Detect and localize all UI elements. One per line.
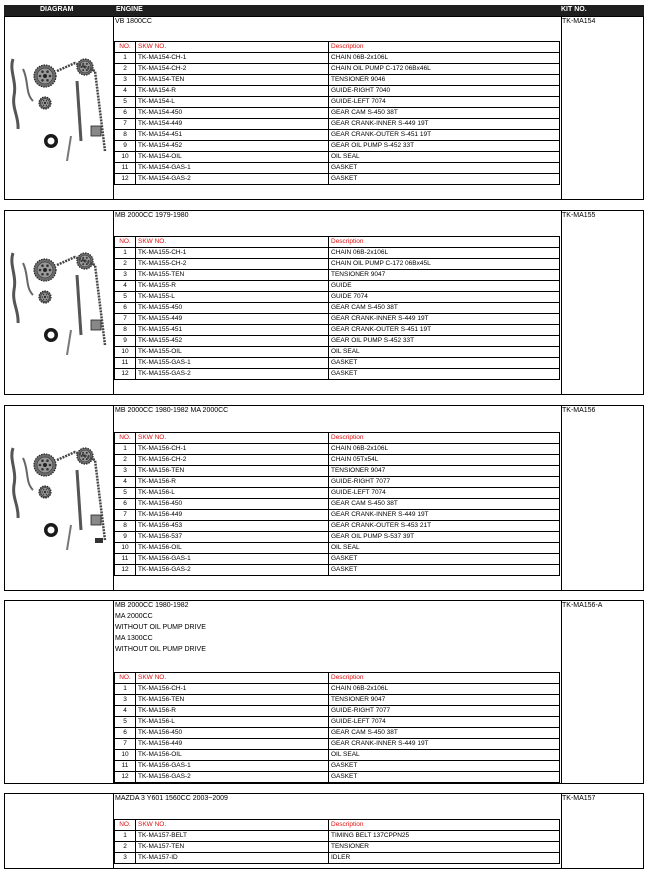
engine-cell: [113, 601, 562, 783]
part-number: 3: [115, 695, 136, 706]
col-no: NO.: [115, 237, 136, 248]
part-description: CHAIN 06B-2x106L: [329, 684, 560, 695]
part-description: GASKET: [329, 174, 560, 185]
part-description: GUIDE-LEFT 7074: [329, 488, 560, 499]
part-number: 4: [115, 706, 136, 717]
diagram-cell: [5, 406, 114, 590]
part-number: 8: [115, 521, 136, 532]
engine-title: WITHOUT OIL PUMP DRIVE: [115, 624, 206, 631]
table-row: [115, 86, 560, 97]
skw-part-code: TK-MA155-R: [136, 281, 329, 292]
skw-part-code: TK-MA156-GAS-1: [136, 761, 329, 772]
diagram-cell: [5, 794, 114, 868]
skw-part-code: TK-MA155-CH-2: [136, 259, 329, 270]
part-description: GUIDE 7074: [329, 292, 560, 303]
skw-part-code: TK-MA154-L: [136, 97, 329, 108]
skw-part-code: TK-MA154-CH-1: [136, 53, 329, 64]
part-description: GEAR OIL PUMP S-452 33T: [329, 336, 560, 347]
col-description: Description: [329, 673, 560, 684]
part-number: 1: [115, 831, 136, 842]
skw-part-code: TK-MA154-TEN: [136, 75, 329, 86]
table-row: [115, 141, 560, 152]
engine-title: MB 2000CC 1980-1982 MA 2000CC: [115, 407, 229, 414]
skw-part-code: TK-MA156-449: [136, 510, 329, 521]
skw-part-code: TK-MA156-CH-1: [136, 684, 329, 695]
table-row: [115, 303, 560, 314]
parts-header-row: [115, 433, 560, 444]
skw-part-code: TK-MA156-537: [136, 532, 329, 543]
part-number: 1: [115, 53, 136, 64]
table-row: [115, 108, 560, 119]
part-description: TENSIONER 9047: [329, 466, 560, 477]
parts-header-row: [115, 820, 560, 831]
part-number: 4: [115, 86, 136, 97]
table-row: [115, 510, 560, 521]
part-number: 1: [115, 444, 136, 455]
diagram-cell: [5, 601, 114, 783]
part-number: 11: [115, 761, 136, 772]
table-row: [115, 477, 560, 488]
table-row: [115, 831, 560, 842]
part-number: 5: [115, 717, 136, 728]
part-description: GASKET: [329, 358, 560, 369]
table-row: [115, 53, 560, 64]
part-description: GASKET: [329, 761, 560, 772]
skw-part-code: TK-MA156-R: [136, 477, 329, 488]
col-description: Description: [329, 237, 560, 248]
skw-part-code: TK-MA155-GAS-1: [136, 358, 329, 369]
part-description: OIL SEAL: [329, 750, 560, 761]
engine-cell: [113, 17, 562, 199]
part-number: 7: [115, 119, 136, 130]
table-row: [115, 259, 560, 270]
engine-title: MB 2000CC 1979-1980: [115, 212, 189, 219]
part-description: IDLER: [329, 853, 560, 864]
col-description: Description: [329, 42, 560, 53]
table-row: [115, 772, 560, 783]
skw-part-code: TK-MA155-452: [136, 336, 329, 347]
header-diagram: DIAGRAM: [40, 6, 74, 13]
part-description: TENSIONER 9047: [329, 270, 560, 281]
engine-title: MAZDA 3 Y601 1560CC 2003~2009: [115, 795, 228, 802]
part-number: 5: [115, 488, 136, 499]
engine-title: MA 1300CC: [115, 635, 153, 642]
skw-part-code: TK-MA154-451: [136, 130, 329, 141]
part-number: 9: [115, 141, 136, 152]
part-description: GEAR CRANK-OUTER S-451 19T: [329, 325, 560, 336]
table-row: [115, 761, 560, 772]
kit-block: [4, 600, 644, 784]
engine-cell: [113, 406, 562, 590]
col-skw: SKW NO.: [136, 237, 329, 248]
table-row: [115, 739, 560, 750]
part-description: GEAR CAM S-450 38T: [329, 499, 560, 510]
part-description: GASKET: [329, 554, 560, 565]
part-number: 6: [115, 499, 136, 510]
part-description: GEAR OIL PUMP S-452 33T: [329, 141, 560, 152]
skw-part-code: TK-MA156-TEN: [136, 695, 329, 706]
part-description: CHAIN 06B-2x106L: [329, 248, 560, 259]
kit-block: [4, 405, 644, 591]
table-row: [115, 706, 560, 717]
kit-number: TK-MA156: [562, 407, 596, 414]
col-skw: SKW NO.: [136, 433, 329, 444]
skw-part-code: TK-MA157-ID: [136, 853, 329, 864]
table-row: [115, 466, 560, 477]
col-no: NO.: [115, 433, 136, 444]
table-row: [115, 543, 560, 554]
skw-part-code: TK-MA156-450: [136, 499, 329, 510]
part-description: GASKET: [329, 565, 560, 576]
part-description: TIMING BELT 137CPPN25: [329, 831, 560, 842]
part-description: GEAR CRANK-INNER S-449 19T: [329, 510, 560, 521]
part-number: 4: [115, 477, 136, 488]
part-description: GUIDE-RIGHT 7077: [329, 706, 560, 717]
skw-part-code: TK-MA156-L: [136, 488, 329, 499]
part-number: 6: [115, 303, 136, 314]
table-row: [115, 684, 560, 695]
kit-number: TK-MA155: [562, 212, 596, 219]
col-no: NO.: [115, 42, 136, 53]
part-number: 1: [115, 684, 136, 695]
engine-cell: [113, 794, 562, 868]
skw-part-code: TK-MA156-GAS-2: [136, 565, 329, 576]
skw-part-code: TK-MA154-GAS-1: [136, 163, 329, 174]
part-number: 6: [115, 728, 136, 739]
part-description: CHAIN OIL PUMP C-172 06Bx45L: [329, 259, 560, 270]
table-row: [115, 499, 560, 510]
part-number: 10: [115, 152, 136, 163]
skw-part-code: TK-MA154-R: [136, 86, 329, 97]
skw-part-code: TK-MA156-449: [136, 739, 329, 750]
skw-part-code: TK-MA156-CH-2: [136, 455, 329, 466]
part-description: TENSIONER 9046: [329, 75, 560, 86]
skw-part-code: TK-MA156-450: [136, 728, 329, 739]
skw-part-code: TK-MA156-453: [136, 521, 329, 532]
parts-header-row: [115, 42, 560, 53]
part-description: GUIDE-RIGHT 7077: [329, 477, 560, 488]
kit-block: [4, 16, 644, 200]
skw-part-code: TK-MA156-GAS-2: [136, 772, 329, 783]
part-number: 3: [115, 466, 136, 477]
part-number: 2: [115, 455, 136, 466]
skw-part-code: TK-MA154-450: [136, 108, 329, 119]
table-row: [115, 444, 560, 455]
part-number: 12: [115, 174, 136, 185]
skw-part-code: TK-MA156-GAS-1: [136, 554, 329, 565]
part-number: 1: [115, 248, 136, 259]
table-row: [115, 728, 560, 739]
part-description: OIL SEAL: [329, 152, 560, 163]
table-row: [115, 369, 560, 380]
table-row: [115, 565, 560, 576]
part-number: 9: [115, 336, 136, 347]
skw-part-code: TK-MA155-450: [136, 303, 329, 314]
col-no: NO.: [115, 820, 136, 831]
engine-title: MA 2000CC: [115, 613, 153, 620]
table-row: [115, 488, 560, 499]
part-number: 10: [115, 750, 136, 761]
parts-header-row: [115, 673, 560, 684]
skw-part-code: TK-MA154-CH-2: [136, 64, 329, 75]
part-description: GEAR CRANK-INNER S-449 19T: [329, 119, 560, 130]
timing-kit-diagram: [5, 430, 113, 550]
part-number: 4: [115, 281, 136, 292]
part-description: TENSIONER: [329, 842, 560, 853]
part-number: 12: [115, 565, 136, 576]
part-number: 5: [115, 292, 136, 303]
col-skw: SKW NO.: [136, 820, 329, 831]
engine-title: WITHOUT OIL PUMP DRIVE: [115, 646, 206, 653]
parts-header-row: [115, 237, 560, 248]
table-row: [115, 163, 560, 174]
kit-block: [4, 210, 644, 395]
part-description: OIL SEAL: [329, 543, 560, 554]
engine-cell: [113, 211, 562, 394]
part-description: GASKET: [329, 369, 560, 380]
part-number: 11: [115, 163, 136, 174]
part-description: CHAIN 05Tx54L: [329, 455, 560, 466]
part-description: GUIDE-LEFT 7074: [329, 97, 560, 108]
part-description: GUIDE: [329, 281, 560, 292]
table-row: [115, 292, 560, 303]
skw-part-code: TK-MA156-OIL: [136, 750, 329, 761]
part-number: 11: [115, 554, 136, 565]
part-description: GUIDE-LEFT 7074: [329, 717, 560, 728]
header-engine: ENGINE: [116, 6, 143, 13]
engine-title: VB 1800CC: [115, 18, 152, 25]
part-number: 10: [115, 543, 136, 554]
timing-kit-diagram: [5, 235, 113, 355]
part-description: OIL SEAL: [329, 347, 560, 358]
part-number: 6: [115, 108, 136, 119]
parts-table: [114, 819, 560, 864]
part-number: 7: [115, 510, 136, 521]
part-description: GUIDE-RIGHT 7040: [329, 86, 560, 97]
table-row: [115, 455, 560, 466]
skw-part-code: TK-MA155-L: [136, 292, 329, 303]
part-number: 5: [115, 97, 136, 108]
part-number: 7: [115, 739, 136, 750]
engine-title: MB 2000CC 1980-1982: [115, 602, 189, 609]
part-number: 12: [115, 369, 136, 380]
table-row: [115, 717, 560, 728]
table-row: [115, 270, 560, 281]
table-row: [115, 97, 560, 108]
part-description: CHAIN 06B-2x106L: [329, 53, 560, 64]
skw-part-code: TK-MA154-OIL: [136, 152, 329, 163]
part-description: GEAR CAM S-450 38T: [329, 728, 560, 739]
table-row: [115, 314, 560, 325]
kit-number: TK-MA157: [562, 795, 596, 802]
part-number: 2: [115, 64, 136, 75]
col-description: Description: [329, 433, 560, 444]
diagram-cell: [5, 211, 114, 394]
col-skw: SKW NO.: [136, 673, 329, 684]
part-number: 11: [115, 358, 136, 369]
table-row: [115, 695, 560, 706]
skw-part-code: TK-MA155-GAS-2: [136, 369, 329, 380]
table-row: [115, 75, 560, 86]
part-number: 3: [115, 853, 136, 864]
table-row: [115, 853, 560, 864]
diagram-cell: [5, 17, 114, 199]
kit-block: [4, 793, 644, 869]
table-row: [115, 281, 560, 292]
part-description: GASKET: [329, 163, 560, 174]
skw-part-code: TK-MA154-GAS-2: [136, 174, 329, 185]
table-row: [115, 130, 560, 141]
column-header-bar: [4, 5, 644, 16]
timing-kit-diagram: [5, 41, 113, 161]
table-row: [115, 532, 560, 543]
kit-number: TK-MA154: [562, 18, 596, 25]
table-row: [115, 750, 560, 761]
table-row: [115, 119, 560, 130]
skw-part-code: TK-MA155-OIL: [136, 347, 329, 358]
parts-table: [114, 41, 560, 185]
table-row: [115, 521, 560, 532]
part-description: TENSIONER 9047: [329, 695, 560, 706]
skw-part-code: TK-MA155-449: [136, 314, 329, 325]
table-row: [115, 358, 560, 369]
part-description: CHAIN OIL PUMP C-172 06Bx46L: [329, 64, 560, 75]
col-description: Description: [329, 820, 560, 831]
part-description: GEAR CRANK-OUTER S-451 19T: [329, 130, 560, 141]
part-description: GASKET: [329, 772, 560, 783]
col-no: NO.: [115, 673, 136, 684]
part-number: 2: [115, 842, 136, 853]
table-row: [115, 336, 560, 347]
skw-part-code: TK-MA156-OIL: [136, 543, 329, 554]
table-row: [115, 842, 560, 853]
table-row: [115, 554, 560, 565]
skw-part-code: TK-MA156-R: [136, 706, 329, 717]
part-description: GEAR CRANK-INNER S-449 19T: [329, 739, 560, 750]
part-number: 8: [115, 325, 136, 336]
skw-part-code: TK-MA155-TEN: [136, 270, 329, 281]
table-row: [115, 347, 560, 358]
part-number: 7: [115, 314, 136, 325]
skw-part-code: TK-MA156-L: [136, 717, 329, 728]
part-description: GEAR CAM S-450 38T: [329, 303, 560, 314]
skw-part-code: TK-MA157-BELT: [136, 831, 329, 842]
col-skw: SKW NO.: [136, 42, 329, 53]
kit-number: TK-MA156-A: [562, 602, 603, 609]
part-number: 9: [115, 532, 136, 543]
parts-table: [114, 672, 560, 783]
part-description: GEAR CAM S-450 38T: [329, 108, 560, 119]
skw-part-code: TK-MA156-TEN: [136, 466, 329, 477]
parts-table: [114, 236, 560, 380]
header-kit-no: KIT NO.: [561, 6, 587, 13]
skw-part-code: TK-MA155-CH-1: [136, 248, 329, 259]
table-row: [115, 64, 560, 75]
skw-part-code: TK-MA157-TEN: [136, 842, 329, 853]
part-description: GEAR CRANK-INNER S-449 19T: [329, 314, 560, 325]
skw-part-code: TK-MA154-449: [136, 119, 329, 130]
part-number: 3: [115, 270, 136, 281]
table-row: [115, 174, 560, 185]
table-row: [115, 248, 560, 259]
table-row: [115, 152, 560, 163]
part-number: 2: [115, 259, 136, 270]
table-row: [115, 325, 560, 336]
part-number: 12: [115, 772, 136, 783]
part-number: 10: [115, 347, 136, 358]
part-number: 3: [115, 75, 136, 86]
skw-part-code: TK-MA155-451: [136, 325, 329, 336]
skw-part-code: TK-MA154-452: [136, 141, 329, 152]
parts-table: [114, 432, 560, 576]
part-number: 8: [115, 130, 136, 141]
skw-part-code: TK-MA156-CH-1: [136, 444, 329, 455]
part-description: GEAR CRANK-OUTER S-453 21T: [329, 521, 560, 532]
part-description: GEAR OIL PUMP S-537 39T: [329, 532, 560, 543]
part-description: CHAIN 06B-2x106L: [329, 444, 560, 455]
